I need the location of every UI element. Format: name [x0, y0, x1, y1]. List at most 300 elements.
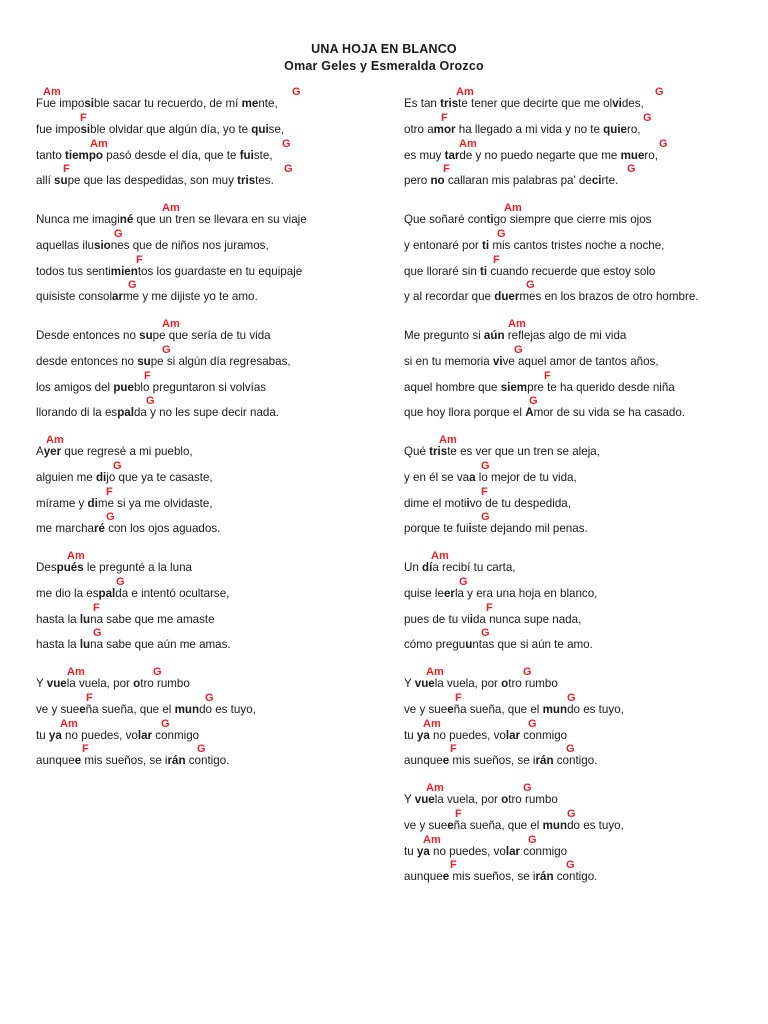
lyric-text — [404, 265, 655, 278]
lyric-fragment: hasta la — [36, 638, 80, 652]
lyric-text — [36, 703, 256, 716]
stressed-syllable: e — [447, 702, 454, 716]
chord-label: G — [459, 575, 468, 588]
lyric-text — [36, 522, 220, 535]
lyric-fragment: aquel hombre que — [404, 380, 501, 394]
lyric-fragment: te tener que decirte que me ol — [458, 97, 613, 110]
lyric-fragment: cómo pregu — [404, 638, 466, 652]
stressed-syllable: mun — [174, 702, 200, 716]
chord-label: G — [627, 163, 636, 176]
lyric-text — [404, 497, 571, 510]
lyric-fragment: ble olvidar que algún día, yo te — [90, 122, 252, 136]
lyric-fragment: la y era una hoja en blanco, — [454, 586, 598, 600]
lyric-fragment: rte. — [601, 174, 619, 188]
lyric-fragment: aunque — [404, 754, 443, 768]
stressed-syllable: pal — [117, 406, 134, 420]
chord-label: G — [529, 395, 538, 408]
lyric-fragment: me marcha — [36, 522, 94, 536]
lyric-fragment: lo mejor de tu vida, — [475, 470, 577, 484]
stressed-syllable: yer — [43, 445, 62, 458]
lyric-fragment: tos los guardaste en tu equipaje — [137, 264, 303, 278]
lyric-fragment: y entonaré por — [404, 238, 482, 252]
lyric-fragment: do es tuyo, — [567, 818, 624, 832]
lyric-fragment: Desde entonces no — [36, 329, 140, 342]
lyric-fragment: no puedes, vo — [61, 728, 138, 742]
stressed-syllable: e — [442, 754, 450, 768]
stressed-syllable: ya — [416, 728, 430, 742]
chord-label: G — [284, 163, 293, 176]
chord-label: G — [161, 717, 170, 730]
lyric-fragment: ve y sue — [36, 702, 80, 716]
chord-label: G — [514, 343, 523, 356]
stressed-syllable: vue — [46, 677, 67, 690]
chord-label: F — [80, 111, 87, 124]
lyric-fragment: blo preguntaron si volvías — [133, 380, 267, 394]
stressed-syllable: er — [443, 586, 455, 600]
lyric-fragment: na sabe que me amaste — [90, 612, 215, 626]
lyric-text — [404, 819, 624, 832]
lyric-fragment: da e intentó ocultarse, — [115, 586, 230, 600]
chord-label: F — [481, 485, 488, 498]
lyric-fragment: cuando recuerde que estoy solo — [487, 264, 656, 278]
stressed-syllable: lar — [505, 728, 521, 742]
lyric-fragment: tro rumbo — [508, 677, 558, 690]
lyric-fragment: la vuela, por — [434, 793, 502, 806]
chord-label: G — [523, 666, 532, 678]
chord-label: F — [63, 163, 70, 176]
lyric-text — [36, 754, 229, 767]
stressed-syllable: pués — [56, 561, 84, 574]
lyric-text — [404, 97, 644, 110]
lyric-fragment: pe si algún día regresabas, — [150, 354, 291, 368]
lyric-fragment: tu — [36, 728, 49, 742]
lyric-text — [404, 845, 567, 858]
lyric-fragment: mor de su vida se ha casado. — [533, 406, 686, 420]
stressed-syllable: fui — [239, 148, 254, 162]
chord-label: G — [523, 782, 532, 794]
chord-label: G — [643, 111, 652, 124]
lyric-fragment: Fue impo — [36, 97, 85, 110]
lyric-fragment: Des — [36, 561, 57, 574]
lyric-fragment: otro a — [404, 122, 434, 136]
chord-label: G — [481, 459, 490, 472]
stressed-syllable: siem — [500, 380, 528, 394]
lyric-fragment: mis cantos tristes noche a noche, — [489, 238, 665, 252]
lyric-fragment: los amigos del — [36, 380, 114, 394]
lyric-fragment: conmigo — [152, 728, 200, 742]
lyric-text — [36, 406, 279, 419]
chord-label: F — [455, 807, 462, 820]
lyric-fragment: Es tan — [404, 97, 441, 110]
stressed-syllable: qui — [251, 122, 269, 136]
lyric-fragment: que lloraré sin — [404, 264, 481, 278]
lyric-fragment: A — [36, 445, 44, 458]
lyric-text — [36, 239, 269, 252]
chord-label: Am — [67, 550, 85, 562]
chord-label: G — [655, 86, 664, 98]
lyric-fragment: reflejas algo de mi vida — [504, 329, 627, 342]
chord-label: Am — [162, 318, 180, 330]
lyric-fragment: me dio la es — [36, 586, 99, 600]
stressed-syllable: vue — [414, 793, 435, 806]
stressed-syllable: mue — [620, 148, 645, 162]
stressed-syllable: ti — [482, 238, 490, 252]
lyric-fragment: no puedes, vo — [429, 728, 506, 742]
lyric-text — [404, 870, 597, 883]
lyric-text — [36, 265, 302, 278]
lyric-text — [404, 587, 597, 600]
stressed-syllable: ar — [112, 290, 124, 304]
stressed-syllable: su — [139, 329, 153, 342]
lyric-fragment: con los ojos aguados. — [104, 522, 221, 536]
chord-label: F — [93, 601, 100, 614]
lyric-fragment: jo que ya te casaste, — [106, 470, 213, 484]
stressed-syllable: tar — [444, 148, 460, 162]
lyric-fragment: mírame y — [36, 496, 88, 510]
chord-label: F — [136, 253, 143, 266]
chord-label: G — [497, 227, 506, 240]
stressed-syllable: lu — [79, 638, 91, 652]
chord-label: G — [526, 279, 535, 292]
stressed-syllable: o — [501, 677, 509, 690]
song-artist: Omar Geles y Esmeralda Orozco — [284, 59, 484, 73]
lyric-fragment: tro rumbo — [140, 677, 190, 690]
lyric-fragment: tu — [404, 844, 417, 858]
lyric-text — [36, 355, 291, 368]
stressed-syllable: rán — [535, 754, 554, 768]
chord-label: G — [116, 575, 125, 588]
chord-label: Am — [439, 434, 457, 446]
stressed-syllable: ya — [48, 728, 62, 742]
lyric-text — [404, 123, 641, 136]
chord-label: G — [114, 227, 123, 240]
lyric-fragment: do es tuyo, — [567, 702, 624, 716]
stressed-syllable: i — [468, 522, 472, 536]
lyric-fragment: pe que las despedidas, son muy — [67, 174, 238, 188]
lyric-fragment: conmigo — [520, 844, 568, 858]
lyric-fragment: ve y sue — [404, 702, 448, 716]
lyric-fragment: ro, — [644, 148, 658, 162]
stressed-syllable: pal — [98, 586, 116, 600]
stressed-syllable: lar — [505, 844, 521, 858]
chord-label: Am — [504, 202, 522, 214]
stressed-syllable: o — [501, 793, 509, 806]
stressed-syllable: me — [241, 97, 259, 110]
stressed-syllable: lu — [79, 612, 91, 626]
chord-label: Am — [162, 202, 180, 214]
stressed-syllable: mun — [542, 702, 568, 716]
chord-label: G — [153, 666, 162, 678]
lyric-fragment: ble sacar tu recuerdo, de mí — [94, 97, 242, 110]
lyric-fragment: mis sueños, se i — [449, 870, 536, 884]
lyric-text — [36, 174, 274, 187]
stressed-syllable: tris — [440, 97, 459, 110]
stressed-syllable: e — [79, 702, 86, 716]
lyric-text — [404, 793, 558, 806]
chord-label: Am — [431, 550, 449, 562]
stressed-syllable: su — [137, 354, 151, 368]
lyric-fragment: nte, — [258, 97, 278, 110]
lyric-fragment: callaran mis palabras pa' de — [444, 174, 592, 188]
lyric-text — [36, 445, 193, 458]
lyric-fragment: ste, — [253, 148, 273, 162]
chord-label: F — [450, 859, 457, 872]
lyric-text — [404, 406, 685, 419]
stressed-syllable: e — [442, 870, 450, 884]
chord-label: G — [205, 691, 214, 704]
lyric-fragment: tanto — [36, 148, 66, 162]
lyric-fragment: do es tuyo, — [199, 702, 256, 716]
lyric-text — [36, 123, 284, 136]
lyric-fragment: des, — [621, 97, 644, 110]
stressed-syllable: mien — [110, 264, 138, 278]
lyric-text — [36, 638, 231, 651]
lyric-text — [36, 677, 190, 690]
chord-label: G — [292, 86, 301, 98]
lyric-fragment: la vuela, por — [434, 677, 502, 690]
stressed-syllable: lar — [137, 728, 153, 742]
lyric-text — [404, 754, 597, 767]
lyric-text — [404, 174, 618, 187]
chord-label: G — [566, 859, 575, 872]
stressed-syllable: né — [119, 213, 134, 226]
stressed-syllable: duer — [494, 290, 520, 304]
lyric-fragment: da y no les supe decir nada. — [133, 406, 280, 420]
stressed-syllable: no — [430, 174, 445, 188]
stressed-syllable: ci — [591, 174, 602, 188]
lyric-fragment: la vuela, por — [66, 677, 134, 690]
lyric-text — [404, 522, 588, 535]
lyric-fragment: mis sueños, se i — [449, 754, 536, 768]
chord-label: F — [486, 601, 493, 614]
lyric-fragment: ha llegado a mi vida y no te — [455, 122, 604, 136]
stressed-syllable: ré — [94, 522, 105, 536]
stressed-syllable: vi — [612, 97, 622, 110]
chord-label: G — [146, 395, 155, 408]
lyric-fragment: que un tren se llevara en su viaje — [133, 213, 307, 226]
lyric-fragment: contigo. — [553, 754, 598, 768]
stressed-syllable: sio — [94, 238, 111, 252]
stressed-syllable: A — [525, 406, 534, 420]
stressed-syllable: ti — [486, 213, 494, 226]
lyric-fragment: contigo. — [185, 754, 230, 768]
lyric-fragment: contigo. — [553, 870, 598, 884]
lyric-text — [36, 97, 278, 110]
lyric-fragment: no puedes, vo — [429, 844, 506, 858]
stressed-syllable: dí — [422, 561, 433, 574]
stressed-syllable: a — [469, 470, 476, 484]
lyric-text — [404, 613, 581, 626]
lyric-text — [36, 290, 258, 303]
lyric-text — [36, 329, 271, 342]
lyric-text — [404, 677, 558, 690]
chord-label: Am — [423, 833, 441, 846]
lyric-fragment: Qué — [404, 445, 430, 458]
lyric-fragment: si en tu memoria — [404, 354, 493, 368]
chord-label: Am — [456, 86, 474, 98]
stressed-syllable: e — [447, 818, 454, 832]
lyric-fragment: vo de tu despedida, — [469, 496, 571, 510]
stressed-syllable: e — [74, 754, 82, 768]
lyric-fragment: me si ya me olvidaste, — [97, 496, 213, 510]
chord-label: F — [86, 691, 93, 704]
stressed-syllable: su — [54, 174, 68, 188]
chord-label: Am — [90, 137, 108, 150]
lyric-text — [404, 561, 516, 574]
lyric-fragment: hasta la — [36, 612, 80, 626]
lyric-fragment: quisiste consol — [36, 290, 113, 304]
chord-label: G — [481, 511, 490, 524]
lyric-fragment: quise le — [404, 586, 444, 600]
stressed-syllable: pue — [113, 380, 134, 394]
lyric-text — [404, 239, 664, 252]
chord-label: G — [162, 343, 171, 356]
lyric-fragment: ro, — [627, 122, 641, 136]
lyric-text — [404, 471, 577, 484]
chord-label: G — [528, 717, 537, 730]
stressed-syllable: si — [84, 97, 94, 110]
chord-label: Am — [426, 782, 444, 794]
stressed-syllable: mun — [542, 818, 568, 832]
lyric-fragment: dime el moti — [404, 496, 467, 510]
lyric-fragment: a recibí tu carta, — [432, 561, 516, 574]
chord-label: F — [544, 369, 551, 382]
lyric-fragment: pero — [404, 174, 431, 188]
stressed-syllable: si — [80, 122, 91, 136]
lyric-fragment: tes. — [255, 174, 274, 188]
stressed-syllable: mor — [433, 122, 456, 136]
lyric-fragment: Y — [404, 677, 415, 690]
lyric-text — [36, 471, 213, 484]
chord-label: Am — [46, 434, 64, 446]
stressed-syllable: ya — [416, 844, 430, 858]
lyric-fragment: Y — [36, 677, 47, 690]
lyric-fragment: aquellas ilu — [36, 238, 95, 252]
lyric-fragment: y en él se va — [404, 470, 470, 484]
lyric-text — [36, 587, 229, 600]
lyric-fragment: le pregunté a la luna — [83, 561, 192, 574]
lyric-fragment: Un — [404, 561, 423, 574]
chord-label: Am — [508, 318, 526, 330]
lyric-fragment: pe que sería de tu vida — [152, 329, 271, 342]
chord-label: G — [567, 691, 576, 704]
lyric-fragment: go siempre que cierre mis ojos — [493, 213, 652, 226]
stressed-syllable: tris — [237, 174, 256, 188]
lyric-text — [404, 290, 699, 303]
chord-label: Am — [459, 137, 477, 150]
lyric-fragment: aunque — [404, 870, 443, 884]
chord-label: G — [282, 137, 291, 150]
stressed-syllable: rán — [167, 754, 186, 768]
lyric-text — [36, 561, 192, 574]
stressed-syllable: i — [469, 612, 473, 626]
lyric-fragment: fue impo — [36, 122, 81, 136]
lyric-fragment: llorando di la es — [36, 406, 118, 420]
lyric-text — [404, 381, 675, 394]
lyric-fragment: da nunca supe nada, — [472, 612, 582, 626]
lyric-fragment: ntas que si aún te amo. — [472, 638, 593, 652]
chord-label: F — [443, 163, 450, 176]
lyric-fragment: que regresé a mi pueblo, — [61, 445, 193, 458]
lyric-fragment: nes que de niños nos juramos, — [110, 238, 269, 252]
lyric-fragment: allí — [36, 174, 55, 188]
lyric-fragment: de y no puedo negarte que me — [459, 148, 621, 162]
lyric-text — [404, 149, 658, 162]
stressed-syllable: u — [465, 638, 473, 652]
lyric-fragment: conmigo — [520, 728, 568, 742]
stressed-syllable: o — [133, 677, 141, 690]
lyric-fragment: ña sueña, que el — [453, 702, 543, 716]
chord-label: Am — [43, 86, 61, 98]
stressed-syllable: quie — [603, 122, 627, 136]
chord-label: G — [528, 833, 537, 846]
lyric-text — [404, 355, 659, 368]
lyric-text — [36, 497, 213, 510]
lyric-fragment: te es ver que un tren se aleja, — [447, 445, 600, 458]
lyric-fragment: mis sueños, se i — [81, 754, 168, 768]
lyric-fragment: Y — [404, 793, 415, 806]
lyric-fragment: ve aquel amor de tantos años, — [502, 354, 659, 368]
chord-label: Am — [60, 717, 78, 730]
chord-label: G — [106, 511, 115, 524]
lyric-fragment: ña sueña, que el — [85, 702, 175, 716]
chord-label: F — [82, 743, 89, 756]
lyric-fragment: que hoy llora porque el — [404, 406, 526, 420]
lyric-fragment: y al recordar que — [404, 290, 495, 304]
lyric-text — [404, 638, 593, 651]
lyric-text — [36, 149, 273, 162]
lyric-text — [404, 213, 651, 226]
lyric-text — [404, 703, 624, 716]
chord-label: Am — [67, 666, 85, 678]
stressed-syllable: vue — [414, 677, 435, 690]
chord-label: G — [659, 137, 668, 150]
chord-label: Am — [423, 717, 441, 730]
chord-label: G — [113, 459, 122, 472]
lyric-fragment: ste dejando mil penas. — [471, 522, 588, 536]
stressed-syllable: i — [466, 496, 470, 510]
chord-label: G — [566, 743, 575, 756]
chord-label: G — [197, 743, 206, 756]
lyric-fragment: Que soñaré con — [404, 213, 487, 226]
lyric-text — [36, 613, 215, 626]
chord-label: F — [144, 369, 151, 382]
song-title: UNA HOJA EN BLANCO — [311, 42, 457, 56]
lyric-fragment: alguien me — [36, 470, 96, 484]
lyric-fragment: ve y sue — [404, 818, 448, 832]
lyric-fragment: es muy — [404, 148, 445, 162]
stressed-syllable: rán — [535, 870, 554, 884]
lyric-text — [404, 329, 626, 342]
chord-label: G — [93, 627, 102, 640]
chord-label: F — [441, 111, 448, 124]
lyric-fragment: Me pregunto si — [404, 329, 484, 342]
chord-label: Am — [426, 666, 444, 678]
lyric-fragment: todos tus senti — [36, 264, 111, 278]
lyric-fragment: pues de tu vi — [404, 612, 470, 626]
lyric-fragment: tro rumbo — [508, 793, 558, 806]
chord-label: F — [493, 253, 500, 266]
lyric-fragment: mes en los brazos de otro hombre. — [519, 290, 699, 304]
lyric-text — [36, 381, 266, 394]
chord-label: G — [567, 807, 576, 820]
stressed-syllable: di — [87, 496, 98, 510]
lyric-text — [36, 213, 307, 226]
chord-label: F — [455, 691, 462, 704]
lyric-fragment: aunque — [36, 754, 75, 768]
lyric-text — [404, 729, 567, 742]
lyric-fragment: tu — [404, 728, 417, 742]
